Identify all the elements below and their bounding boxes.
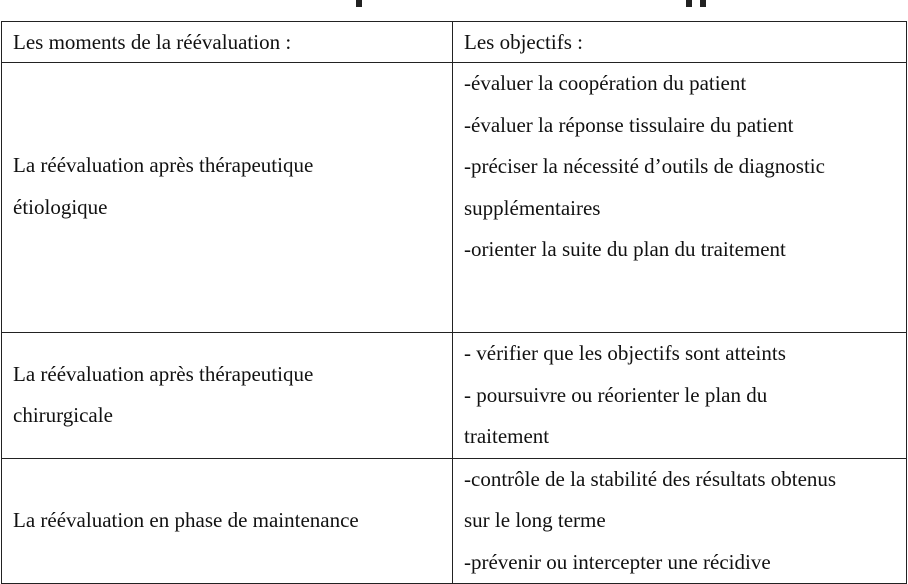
table-row xyxy=(2,458,907,584)
table-row xyxy=(2,63,907,333)
objectives-cell xyxy=(453,333,907,459)
objective-line: -préciser la nécessité d’outils de diagnostic xyxy=(464,154,825,178)
objective-line: - vérifier que les objectifs sont atteints xyxy=(464,341,786,365)
objective-line: sur le long terme xyxy=(464,508,606,532)
objectives-cell xyxy=(453,458,907,584)
header-objectives: Les objectifs : xyxy=(453,22,907,63)
objective-line: -contrôle de la stabilité des résultats obtenus xyxy=(464,466,837,491)
moment-line: La réévaluation en phase de maintenance xyxy=(13,508,359,532)
moment-line: La réévaluation après thérapeutique xyxy=(13,361,314,386)
moment-line: La réévaluation après thérapeutique xyxy=(13,153,314,177)
objective-line: traitement xyxy=(464,424,550,448)
objective-line: - poursuivre ou réorienter le plan du xyxy=(464,382,768,407)
reevaluation-table xyxy=(1,21,907,584)
moment-line: chirurgicale xyxy=(13,403,113,428)
cropped-caption-fragment xyxy=(0,0,908,8)
moment-cell xyxy=(2,458,453,584)
moment-line: étiologique xyxy=(13,194,108,219)
moment-cell xyxy=(2,63,453,333)
objective-line: -prévenir ou intercepter une récidive xyxy=(464,549,771,574)
objectives-cell xyxy=(453,63,907,333)
objective-line: -évaluer la réponse tissulaire du patient xyxy=(464,112,794,137)
moment-cell xyxy=(2,333,453,459)
objective-line: -évaluer la coopération du patient xyxy=(464,71,747,95)
objective-line: -orienter la suite du plan du traitement xyxy=(464,237,786,261)
table-row xyxy=(2,333,907,459)
header-moments: Les moments de la réévaluation : xyxy=(2,22,453,63)
table-header-row xyxy=(2,22,907,63)
objective-line: supplémentaires xyxy=(464,195,601,220)
